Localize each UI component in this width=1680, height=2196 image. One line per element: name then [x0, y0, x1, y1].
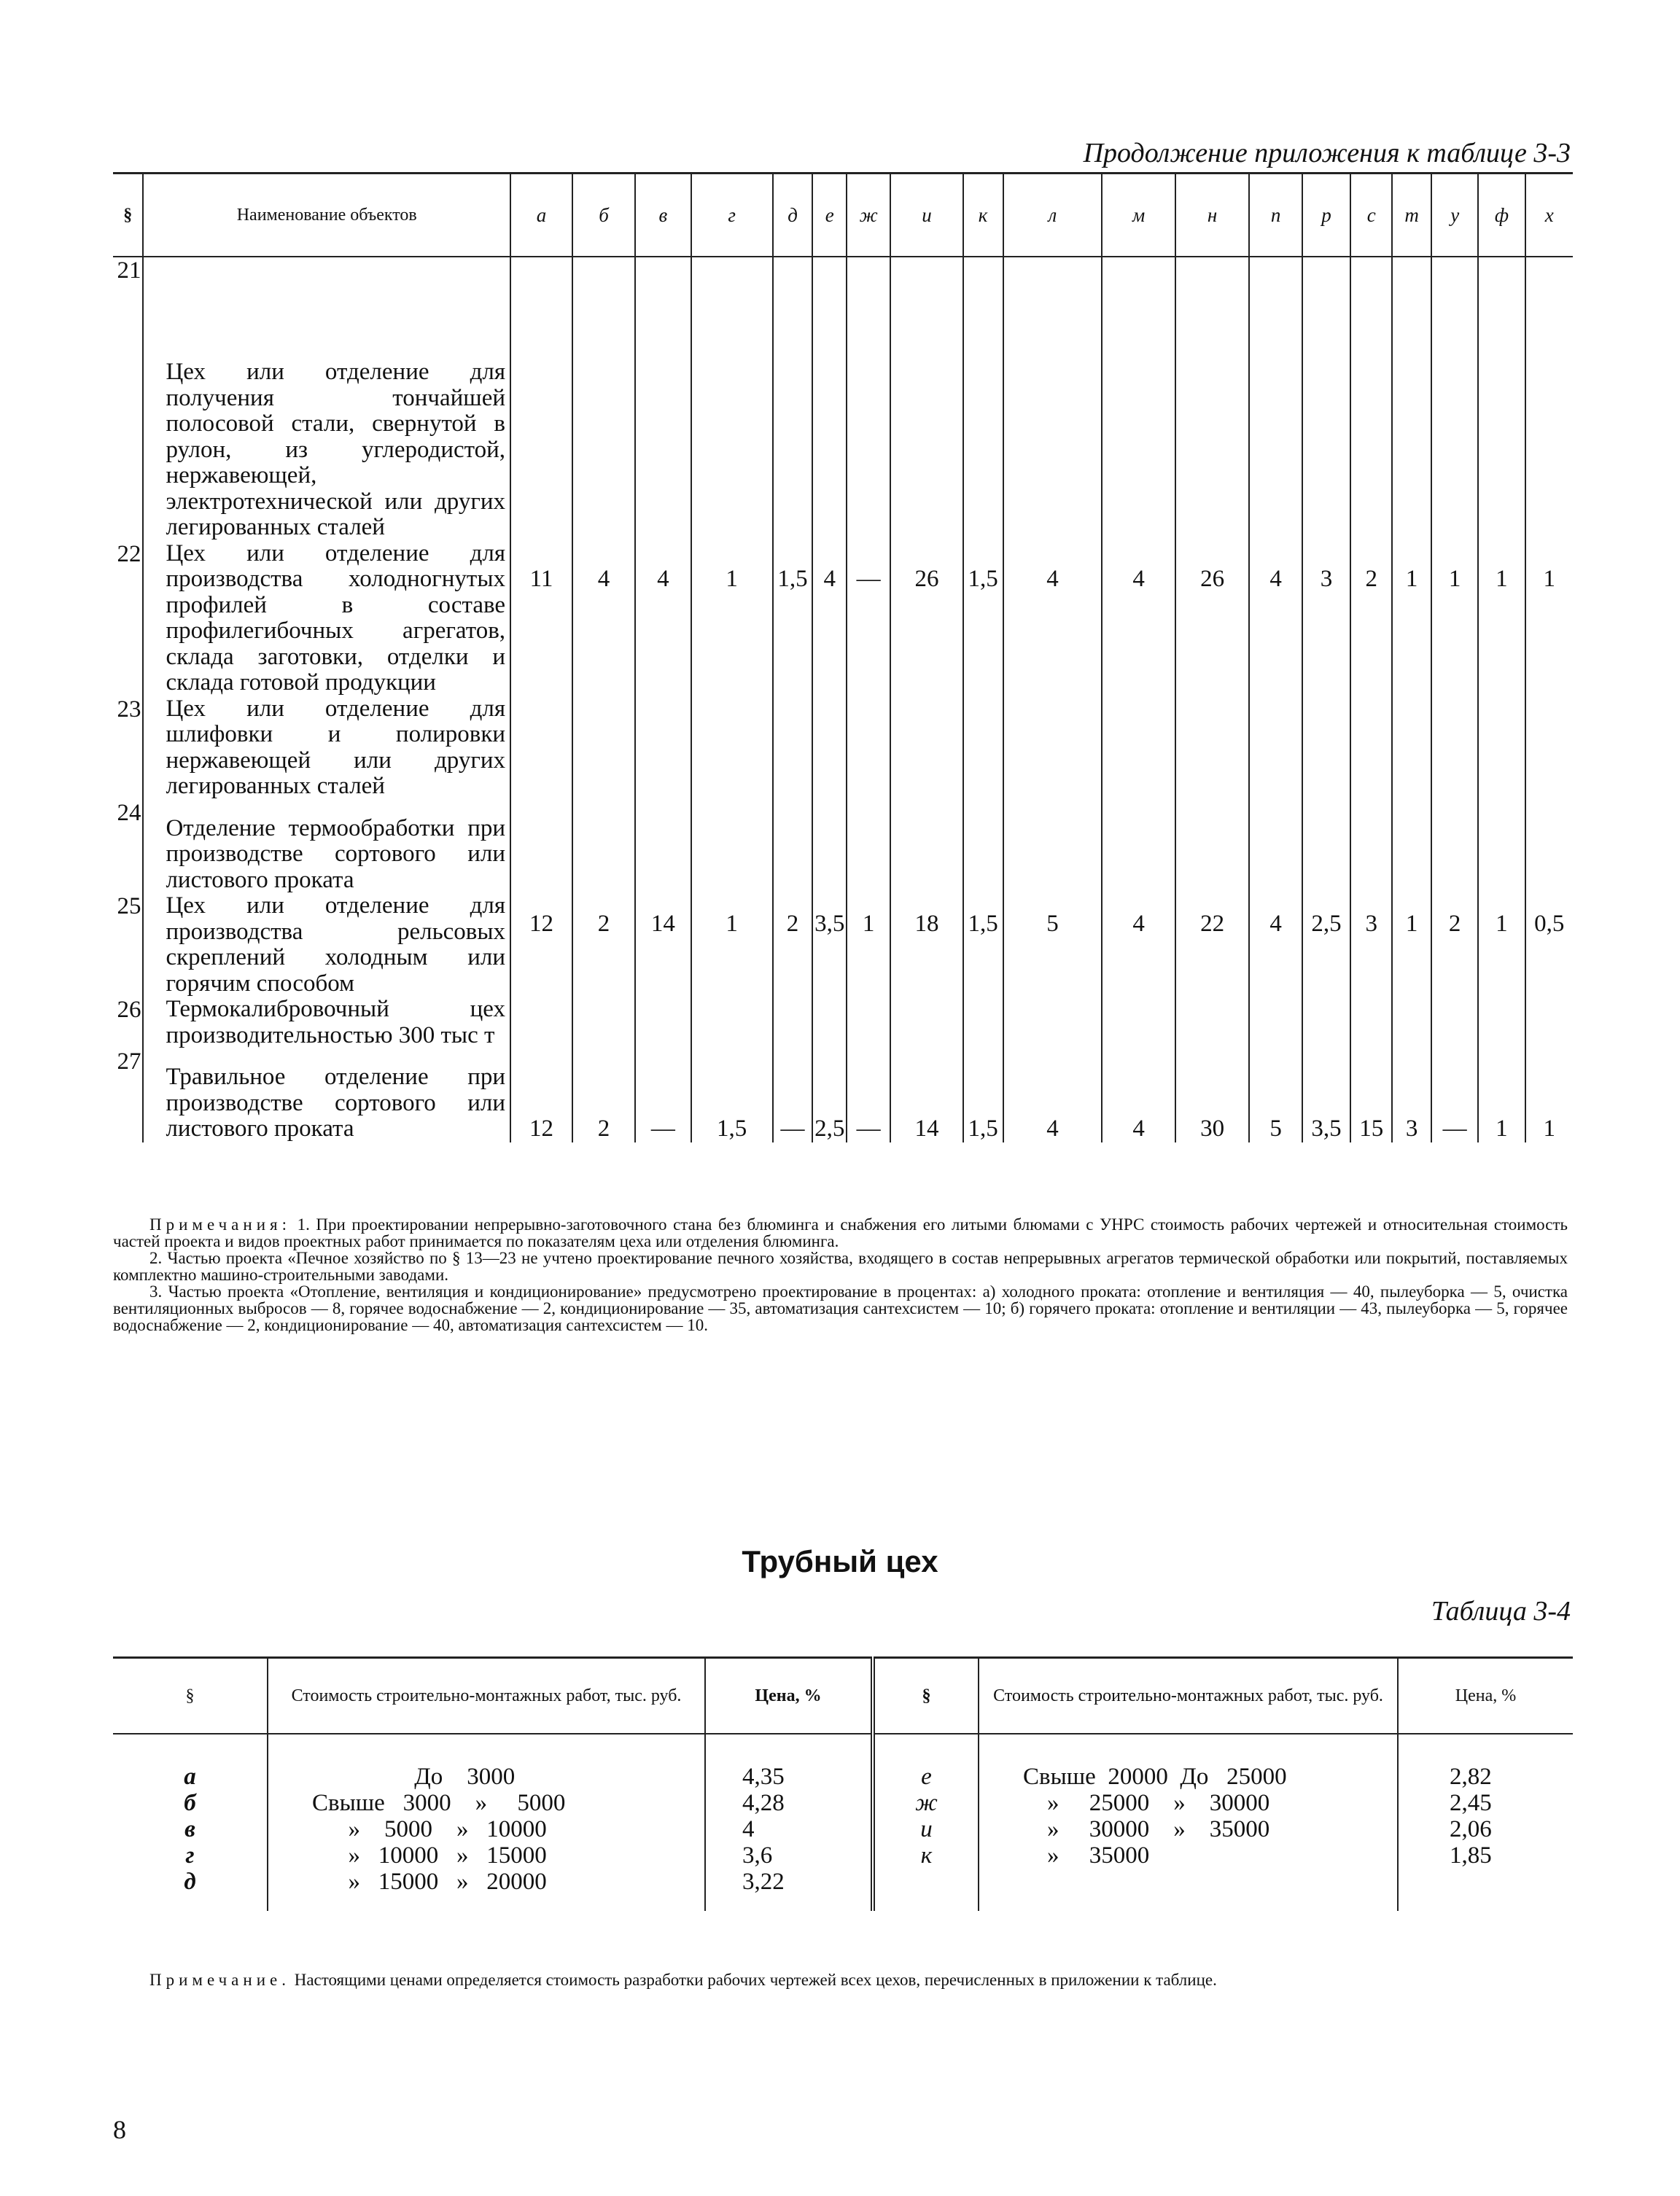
value-cell: — [847, 1048, 890, 1142]
object-name: Цех или отделение для получения тончайшей полосовой стали, свернутой в рулон, из углеродистой, нержавеющей, электротехнической или других легированных сталей [143, 257, 510, 541]
table-header-row [113, 174, 1573, 257]
col-header: Стоимость строительно-монтажных работ, тыс. руб. [979, 1658, 1398, 1734]
value-cell: 1,5 [963, 1048, 1003, 1142]
col-header: н [1175, 174, 1250, 257]
note-text: 1. При проектировании непрерывно-заготовочного стана без блюминга и снабжения его литыми блюмами с УНРС стоимость рабочих чертежей и относительная стоимость частей проекта и видов проектных работ принимается по показателям цеха или отделения блюминга. [113, 1215, 1568, 1250]
value-cell: 1 [1525, 257, 1573, 800]
value-cell: 4 [635, 257, 691, 800]
col-header: п [1249, 174, 1302, 257]
value-cell: 1 [1392, 800, 1431, 1049]
col-header: Стоимость строительно-монтажных работ, тыс. руб. [268, 1658, 705, 1734]
row-number: 21 [117, 257, 141, 284]
col-header: в [635, 174, 691, 257]
value-cell: 1 [1478, 1048, 1525, 1142]
col-header: л [1003, 174, 1102, 257]
note-item [113, 1216, 1568, 1250]
cell: Свыше 20000 До 25000 [1023, 1764, 1287, 1790]
row-number: 27 [117, 1048, 141, 1075]
value-cell: 26 [890, 257, 962, 800]
note-item: 2. Частью проекта «Печное хозяйство по § 13—23 не учтено проектирование печного хозяйства, входящего в состав непрерывных агрегатов термической обработки или покрытий, поставляемых комплектно машино-строительными заводами. [113, 1249, 1568, 1284]
notes-label: Примечания: [149, 1215, 291, 1234]
value-cell: 22 [1175, 800, 1250, 1049]
value-cell: 4 [1249, 257, 1302, 800]
cell: и [920, 1816, 933, 1842]
cell: 3,22 [742, 1869, 785, 1895]
value-cell: 1 [847, 800, 890, 1049]
value-cell: 5 [1249, 1048, 1302, 1142]
ranges-right [979, 1734, 1398, 1911]
prices-left [705, 1734, 873, 1911]
cell: » 35000 [1023, 1842, 1150, 1869]
cell: 2,06 [1450, 1816, 1492, 1842]
col-header: с [1350, 174, 1392, 257]
value-cell: 30 [1175, 1048, 1250, 1142]
table-body [113, 257, 1573, 1142]
table-row [113, 1048, 1573, 1142]
value-cell: 4 [572, 257, 635, 800]
cell: 2,82 [1450, 1764, 1492, 1790]
value-cell: — [847, 257, 890, 800]
col-header: Цена, % [705, 1658, 873, 1734]
note-item [113, 1971, 1568, 1988]
value-cell: 4 [1249, 800, 1302, 1049]
col-header: м [1102, 174, 1175, 257]
cell: д [184, 1869, 196, 1895]
notes-3-3 [113, 1216, 1568, 1333]
cell: ж [915, 1790, 938, 1816]
cell: » 30000 » 35000 [1023, 1816, 1270, 1842]
value-cell: 1 [691, 257, 773, 800]
table-row [113, 257, 1573, 541]
col-header: § [113, 174, 143, 257]
value-cell: 1 [691, 800, 773, 1049]
value-cell: 2 [572, 1048, 635, 1142]
value-cell: 2 [1350, 257, 1392, 800]
cell: » 10000 » 15000 [312, 1842, 547, 1869]
cell: б [184, 1790, 196, 1816]
value-cell: 12 [510, 800, 572, 1049]
cell: Свыше 3000 » 5000 [312, 1790, 566, 1816]
value-cell: 2,5 [812, 1048, 847, 1142]
value-cell: 3 [1302, 257, 1350, 800]
value-cell: 4 [1102, 1048, 1175, 1142]
col-header: б [572, 174, 635, 257]
object-name: Термокалибровочный цех производительностью 300 тыс т [143, 997, 510, 1048]
value-cell: 1,5 [691, 1048, 773, 1142]
col-header: д [773, 174, 813, 257]
value-cell: 4 [812, 257, 847, 800]
note-3-4 [113, 1971, 1568, 1988]
value-cell: 4 [1102, 800, 1175, 1049]
object-name: Цех или отделение для производства холодногнутых профилей в составе профилегибочных агрегатов, склада заготовки, отделки и склада готовой продукции [143, 541, 510, 696]
col-header: и [890, 174, 962, 257]
cell: к [920, 1842, 933, 1869]
col-header: § [113, 1658, 268, 1734]
value-cell: 1,5 [773, 257, 813, 800]
col-header: § [873, 1658, 979, 1734]
value-cell: 2 [572, 800, 635, 1049]
value-cell: 2,5 [1302, 800, 1350, 1049]
object-name: Травильное отделение при производстве сортового или листового проката [143, 1048, 510, 1142]
cell: До 3000 [312, 1764, 516, 1790]
value-cell: 4 [1003, 257, 1102, 800]
cell: в [184, 1816, 195, 1842]
cell: 3,6 [742, 1842, 773, 1869]
letters-left [113, 1734, 268, 1911]
value-cell: 0,5 [1525, 800, 1573, 1049]
value-cell: 1 [1525, 1048, 1573, 1142]
col-header: х [1525, 174, 1573, 257]
table-row [113, 1734, 1573, 1911]
value-cell: 14 [635, 800, 691, 1049]
object-name: Цех или отделение для шлифовки и полировки нержавеющей или других легированных сталей [143, 696, 510, 800]
col-header: г [691, 174, 773, 257]
value-cell: 26 [1175, 257, 1250, 800]
value-cell: 1 [1431, 257, 1478, 800]
col-header: к [963, 174, 1003, 257]
value-cell: 3 [1350, 800, 1392, 1049]
col-header: т [1392, 174, 1431, 257]
row-number: 24 [117, 799, 141, 826]
ranges-left [268, 1734, 705, 1911]
value-cell: 15 [1350, 1048, 1392, 1142]
object-name: Отделение термообработки при производстве сортового или листового проката [143, 800, 510, 894]
row-number: 26 [117, 997, 141, 1023]
table-caption: Продолжение приложения к таблице 3-3 [1083, 138, 1571, 168]
col-header: Цена, % [1398, 1658, 1573, 1734]
cell: 4,35 [742, 1764, 785, 1790]
value-cell: 4 [1102, 257, 1175, 800]
page-number: 8 [113, 2115, 126, 2144]
cell: 1,85 [1450, 1842, 1492, 1869]
table-header-row [113, 1658, 1573, 1734]
value-cell: 3,5 [1302, 1048, 1350, 1142]
value-cell: 5 [1003, 800, 1102, 1049]
value-cell: 12 [510, 1048, 572, 1142]
value-cell: 11 [510, 257, 572, 800]
col-header: е [812, 174, 847, 257]
value-cell: 3 [1392, 1048, 1431, 1142]
note-item: 3. Частью проекта «Отопление, вентиляция и кондиционирование» предусмотрено проектирование в процентах: а) холодного проката: отопление и вентиляция — 40, пылеуборка — 5, очистка вентиляционных выбросов — 8, горячее водоснабжение — 2, кондиционирование — 35, автоматизация сантехсистем — 10; б) горячего проката: отопление и вентиляции — 43, пылеуборка — 5, горячее водоснабжение — 2, кондиционирование — 40, автоматизация сантехсистем — 10. [113, 1282, 1568, 1334]
note-text: Настоящими ценами определяется стоимость разработки рабочих чертежей всех цехов, перечисленных в приложении к таблице. [294, 1971, 1217, 1989]
cell: 2,45 [1450, 1790, 1492, 1816]
col-header: а [510, 174, 572, 257]
table-row [113, 800, 1573, 894]
letters-right [873, 1734, 979, 1911]
value-cell: 2 [1431, 800, 1478, 1049]
col-header: ф [1478, 174, 1525, 257]
col-header: р [1302, 174, 1350, 257]
object-name: Цех или отделение для производства рельсовых скреплений холодным или горячим способом [143, 893, 510, 997]
col-header: ж [847, 174, 890, 257]
value-cell: — [1431, 1048, 1478, 1142]
cell: 4,28 [742, 1790, 785, 1816]
value-cell: 14 [890, 1048, 962, 1142]
col-header: у [1431, 174, 1478, 257]
section-title: Трубный цех [742, 1544, 938, 1578]
value-cell: 2 [773, 800, 813, 1049]
cell: е [921, 1764, 932, 1790]
value-cell: 1,5 [963, 800, 1003, 1049]
col-header: Наименование объектов [143, 174, 510, 257]
notes-label: Примечание. [149, 1971, 290, 1989]
row-number: 25 [117, 893, 141, 919]
table-3-3 [113, 172, 1573, 1142]
table-3-4 [113, 1656, 1573, 1911]
cell: » 5000 » 10000 [312, 1816, 547, 1842]
value-cell: 1,5 [963, 257, 1003, 800]
cell: г [185, 1842, 195, 1869]
value-cell: — [635, 1048, 691, 1142]
table-caption: Таблица 3-4 [1431, 1596, 1571, 1627]
cell: 4 [742, 1816, 755, 1842]
row-number: 22 [117, 540, 141, 567]
value-cell: 4 [1003, 1048, 1102, 1142]
value-cell: 1 [1392, 257, 1431, 800]
cell: » 25000 » 30000 [1023, 1790, 1270, 1816]
row-number: 23 [117, 696, 141, 723]
value-cell: 3,5 [812, 800, 847, 1049]
cell: » 15000 » 20000 [312, 1869, 547, 1895]
value-cell: — [773, 1048, 813, 1142]
prices-right [1398, 1734, 1573, 1911]
cell: а [184, 1764, 196, 1790]
value-cell: 18 [890, 800, 962, 1049]
value-cell: 1 [1478, 257, 1525, 800]
value-cell: 1 [1478, 800, 1525, 1049]
